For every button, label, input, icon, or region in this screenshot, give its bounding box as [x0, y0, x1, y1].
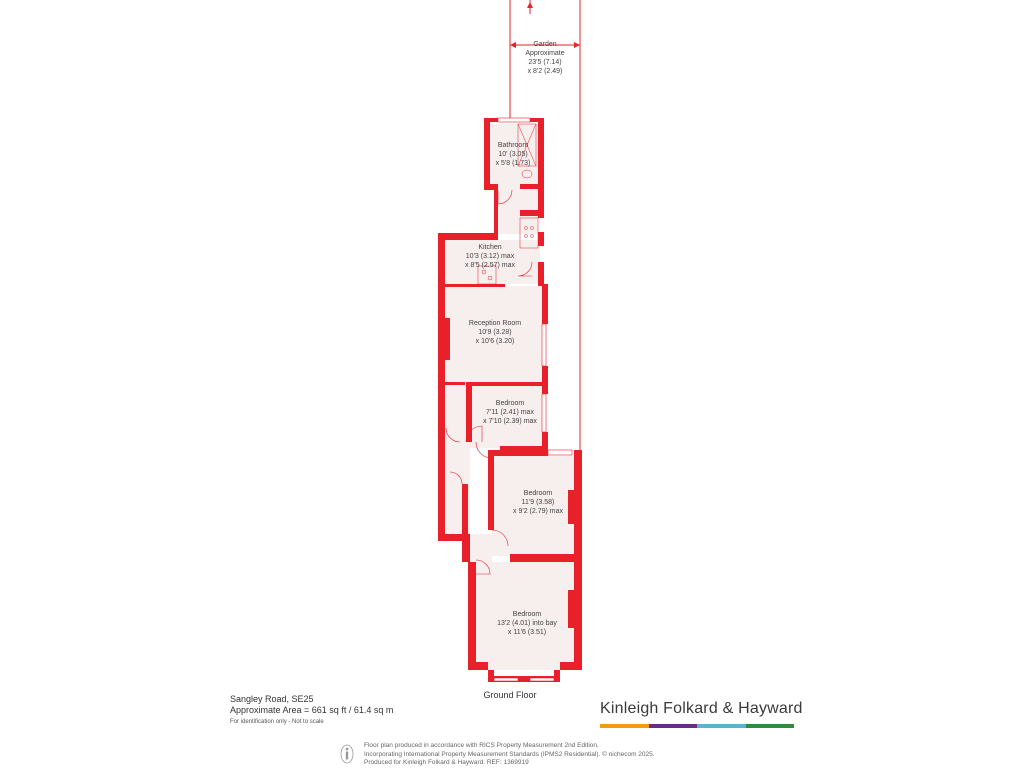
brand-bar-blue: [697, 724, 746, 728]
bedroom-1-label: Bedroom 7'11 (2.41) max x 7'10 (2.39) max: [483, 400, 537, 425]
info-person-icon: [340, 744, 354, 764]
kitchen-label: Kitchen 10'3 (3.12) max x 8'5 (2.57) max: [465, 244, 515, 269]
floor-label: Ground Floor: [483, 690, 537, 700]
brand-bar-orange: [600, 724, 649, 728]
room-fills: [445, 124, 574, 670]
bedroom-2-label: Bedroom 11'9 (3.58) x 9'2 (2.79) max: [513, 490, 563, 515]
brand-logo: Kinleigh Folkard & Hayward: [600, 700, 803, 717]
disclaimer: Floor plan produced in accordance with RICS Property Measurement 2nd Edition, Incorporating International Property Measurement Standards (IPMS2 Residential). © nichecom 2025. Produced for Kinleigh Folkard & Hayward. REF: 1369919: [364, 742, 655, 766]
disclaimer-scale: For identification only - Not to scale: [230, 719, 324, 725]
reception-room-label: Reception Room 10'9 (3.28) x 10'6 (3.20): [468, 320, 522, 345]
address-line: Sangley Road, SE25: [230, 694, 314, 704]
area-line: Approximate Area = 661 sq ft / 61.4 sq m: [230, 705, 394, 715]
brand-bar-green: [746, 724, 795, 728]
bedroom-3-label: Bedroom 13'2 (4.01) into bay x 11'6 (3.51): [497, 611, 557, 636]
brand-color-bar: [600, 724, 794, 728]
garden-label: Garden Approximate 23'5 (7.14) x 8'2 (2.49): [525, 41, 565, 75]
brand-bar-purple: [649, 724, 698, 728]
bathroom-label: Bathroom 10' (3.05) x 5'8 (1.73): [495, 142, 531, 167]
address-block: [230, 694, 393, 728]
